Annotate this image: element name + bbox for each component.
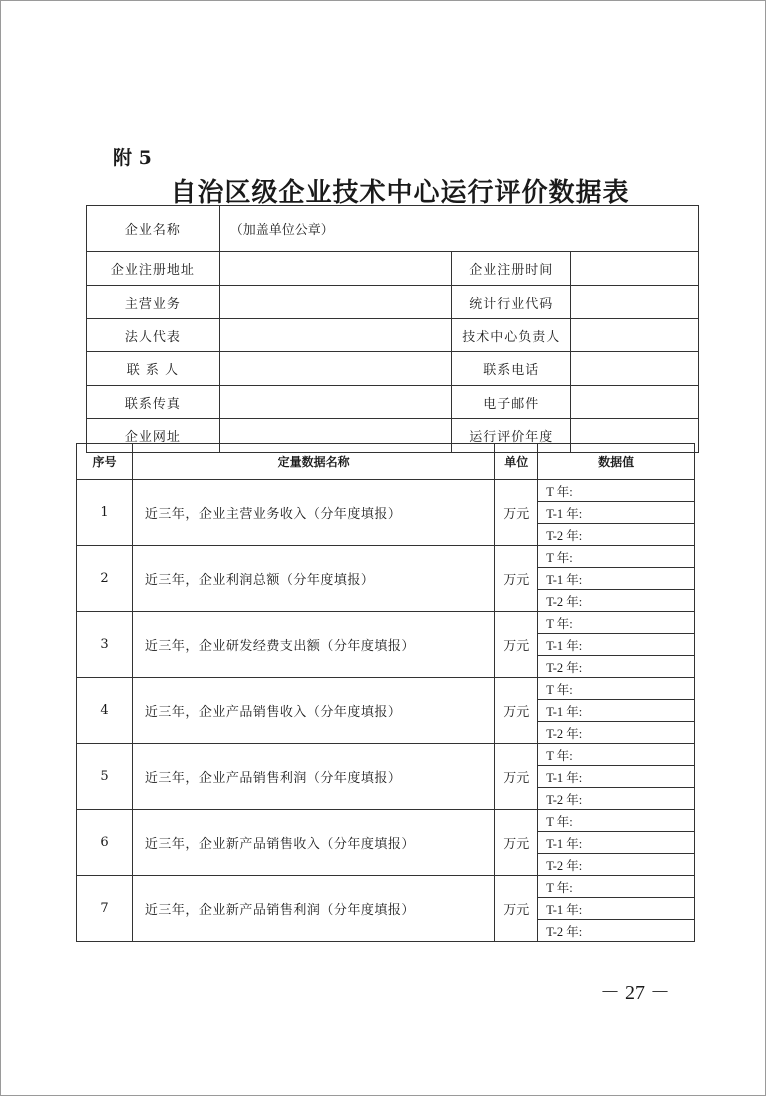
row-unit: 万元 [495, 876, 538, 942]
year-value-cell[interactable]: T 年: [538, 810, 695, 832]
row-unit: 万元 [495, 480, 538, 546]
center-head-label: 技术中心负责人 [452, 319, 571, 352]
row-number: 4 [77, 678, 133, 744]
row-metric-name: 近三年，企业新产品销售收入（分年度填报） [132, 810, 494, 876]
year-value-cell[interactable]: T-1 年: [538, 832, 695, 854]
year-value-cell[interactable]: T-1 年: [538, 766, 695, 788]
reg-address-label: 企业注册地址 [87, 252, 220, 286]
year-value-cell[interactable]: T-2 年: [538, 590, 695, 612]
company-info-table [86, 205, 699, 453]
industry-code-label: 统计行业代码 [452, 286, 571, 319]
row-unit: 万元 [495, 744, 538, 810]
row-metric-name: 近三年，企业研发经费支出额（分年度填报） [132, 612, 494, 678]
year-value-cell[interactable]: T 年: [538, 480, 695, 502]
year-value-cell[interactable]: T-2 年: [538, 722, 695, 744]
year-value-cell[interactable]: T-1 年: [538, 700, 695, 722]
company-name-label: 企业名称 [87, 206, 220, 252]
header-value: 数据值 [538, 444, 695, 480]
contact-label: 联 系 人 [87, 352, 220, 386]
row-number: 7 [77, 876, 133, 942]
header-no: 序号 [77, 444, 133, 480]
eval-year-label: 运行评价年度 [452, 419, 571, 453]
header-name: 定量数据名称 [132, 444, 494, 480]
company-name-hint: （加盖单位公章） [229, 223, 334, 238]
year-value-cell[interactable]: T-1 年: [538, 568, 695, 590]
header-unit: 单位 [495, 444, 538, 480]
attachment-label: 附 5 [113, 147, 152, 169]
year-value-cell[interactable]: T-1 年: [538, 898, 695, 920]
industry-code-field[interactable] [571, 286, 699, 319]
phone-label: 联系电话 [452, 352, 571, 386]
year-value-cell[interactable]: T 年: [538, 678, 695, 700]
row-metric-name: 近三年，企业利润总额（分年度填报） [132, 546, 494, 612]
year-value-cell[interactable]: T-2 年: [538, 524, 695, 546]
company-name-field[interactable] [219, 206, 698, 252]
year-value-cell[interactable]: T-2 年: [538, 656, 695, 678]
row-metric-name: 近三年，企业产品销售收入（分年度填报） [132, 678, 494, 744]
year-value-cell[interactable]: T-2 年: [538, 788, 695, 810]
legal-rep-field[interactable] [219, 319, 452, 352]
contact-field[interactable] [219, 352, 452, 386]
header-row [77, 444, 695, 480]
table-row [77, 876, 695, 898]
year-value-cell[interactable]: T 年: [538, 744, 695, 766]
table-row [77, 744, 695, 766]
year-value-cell[interactable]: T-1 年: [538, 502, 695, 524]
table-row [77, 810, 695, 832]
year-value-cell[interactable]: T-2 年: [538, 854, 695, 876]
table-row [77, 678, 695, 700]
row-number: 6 [77, 810, 133, 876]
email-label: 电子邮件 [452, 386, 571, 419]
table-row [77, 480, 695, 502]
main-business-label: 主营业务 [87, 286, 220, 319]
reg-time-field[interactable] [571, 252, 699, 286]
row-metric-name: 近三年，企业主营业务收入（分年度填报） [132, 480, 494, 546]
form-title: 自治区级企业技术中心运行评价数据表 [170, 178, 630, 208]
fax-field[interactable] [219, 386, 452, 419]
table-row [77, 612, 695, 634]
main-business-field[interactable] [219, 286, 452, 319]
row-number: 3 [77, 612, 133, 678]
year-value-cell[interactable]: T 年: [538, 546, 695, 568]
fax-label: 联系传真 [87, 386, 220, 419]
reg-time-label: 企业注册时间 [452, 252, 571, 286]
quant-data-table [76, 443, 695, 942]
row-metric-name: 近三年，企业产品销售利润（分年度填报） [132, 744, 494, 810]
row-unit: 万元 [495, 810, 538, 876]
year-value-cell[interactable]: T 年: [538, 876, 695, 898]
table-row [77, 546, 695, 568]
row-metric-name: 近三年，企业新产品销售利润（分年度填报） [132, 876, 494, 942]
reg-address-field[interactable] [219, 252, 452, 286]
row-number: 5 [77, 744, 133, 810]
row-unit: 万元 [495, 678, 538, 744]
row-unit: 万元 [495, 612, 538, 678]
year-value-cell[interactable]: T-1 年: [538, 634, 695, 656]
row-unit: 万元 [495, 546, 538, 612]
row-number: 2 [77, 546, 133, 612]
phone-field[interactable] [571, 352, 699, 386]
email-field[interactable] [571, 386, 699, 419]
year-value-cell[interactable]: T-2 年: [538, 920, 695, 942]
center-head-field[interactable] [571, 319, 699, 352]
page-number: － 27 － [600, 982, 670, 1004]
legal-rep-label: 法人代表 [87, 319, 220, 352]
row-number: 1 [77, 480, 133, 546]
website-label: 企业网址 [87, 419, 220, 453]
year-value-cell[interactable]: T 年: [538, 612, 695, 634]
